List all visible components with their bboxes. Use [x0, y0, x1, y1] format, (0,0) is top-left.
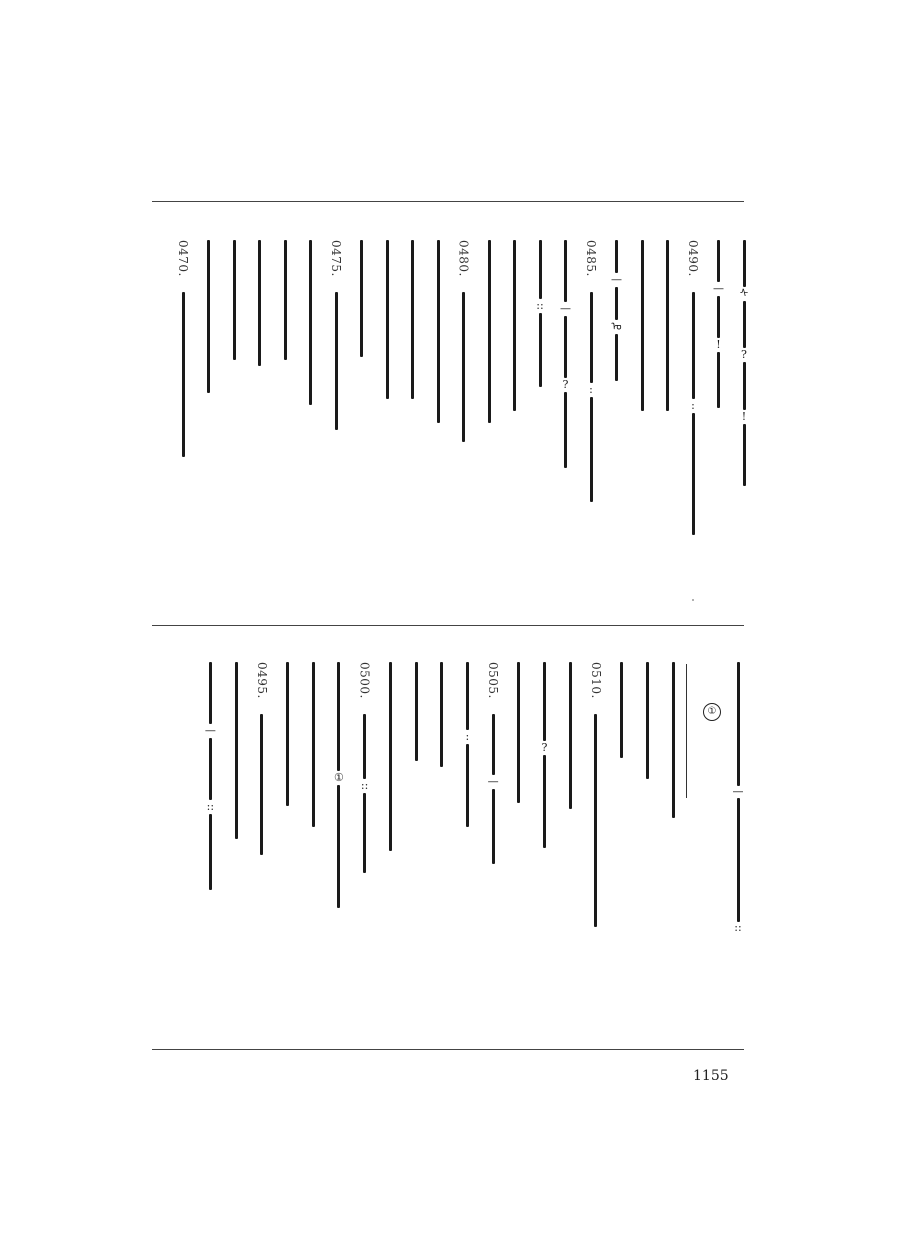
mongolian-script-line: [534, 240, 546, 387]
punctuation-mark: :: [465, 730, 470, 743]
script-stroke: [235, 662, 238, 839]
mongolian-script-line: [458, 292, 470, 442]
script-stroke: [692, 413, 695, 535]
script-stroke: [437, 240, 440, 423]
script-stroke: [284, 240, 287, 360]
script-stroke: [386, 240, 389, 399]
script-stroke: [517, 662, 520, 803]
mongolian-script-line: [564, 662, 576, 809]
script-stroke: [543, 755, 546, 848]
line-number: 0480.: [456, 240, 471, 277]
mongolian-script-line: [616, 662, 628, 758]
mongolian-script-line: [483, 240, 495, 423]
mongolian-script-line: [713, 240, 725, 408]
mongolian-script-line: [590, 714, 602, 927]
mongolian-script-line: [384, 662, 396, 851]
script-stroke: [389, 662, 392, 851]
script-stroke: [309, 240, 312, 405]
line-number: 0470.: [176, 240, 190, 277]
punctuation-mark: !: [716, 338, 721, 351]
line-number: 0475.: [329, 240, 343, 277]
script-stroke: [260, 714, 263, 855]
script-stroke: [492, 789, 495, 864]
punctuation-mark: ?: [541, 741, 548, 754]
script-stroke: [539, 313, 542, 387]
script-stroke: [743, 301, 746, 348]
script-stroke: [233, 240, 236, 360]
mongolian-script-line: [687, 292, 699, 535]
script-stroke: [466, 662, 469, 730]
script-stroke: [209, 738, 212, 800]
script-stroke: [337, 785, 340, 908]
script-stroke: [543, 662, 546, 741]
scan-speck: [692, 599, 694, 601]
mongolian-script-line: [611, 240, 623, 381]
punctuation-mark: ::: [206, 800, 215, 813]
mongolian-script-line: [254, 240, 266, 366]
top-rule: [152, 201, 744, 202]
script-stroke: [360, 240, 363, 357]
punctuation-mark: !: [741, 410, 747, 423]
mongolian-script-line: [230, 662, 242, 839]
punctuation-mark: ①: [333, 771, 344, 784]
punctuation-mark: —: [732, 785, 744, 798]
script-stroke: [462, 292, 465, 442]
script-stroke: [182, 292, 185, 457]
mongolian-script-line: [513, 662, 525, 803]
mongolian-script-line: [307, 662, 319, 827]
script-stroke: [312, 662, 315, 827]
script-stroke: [737, 798, 740, 922]
script-stroke: [743, 362, 746, 410]
punctuation-mark: —: [611, 273, 622, 286]
mongolian-script-line: [539, 662, 551, 848]
script-stroke: [513, 240, 516, 411]
script-stroke: [337, 662, 340, 771]
punctuation-mark: :: [691, 399, 695, 412]
script-stroke: [258, 240, 261, 366]
punctuation-mark: —: [560, 302, 571, 315]
line-number: 0495.: [254, 662, 269, 699]
punctuation-mark: —: [487, 775, 499, 788]
mongolian-script-line: [432, 240, 444, 423]
punctuation-mark: ᠣ: [611, 320, 622, 333]
script-stroke: [743, 424, 746, 486]
line-number: 0500.: [357, 662, 372, 699]
punctuation-mark: ?: [741, 348, 747, 361]
script-stroke: [737, 662, 740, 786]
mongolian-script-line: [662, 240, 674, 411]
punctuation-mark: —: [204, 724, 216, 737]
punctuation-mark: —: [713, 282, 724, 295]
punctuation-mark: ?: [562, 378, 569, 391]
mongolian-script-line: [738, 240, 750, 486]
script-stroke: [209, 662, 212, 724]
mongolian-script-line: [282, 662, 294, 806]
script-stroke: [620, 662, 623, 758]
mongolian-script-line: [333, 662, 345, 908]
mongolian-script-line: [509, 240, 521, 411]
mongolian-script-line: [585, 292, 597, 502]
script-stroke: [335, 292, 338, 430]
punctuation-mark: :: [589, 383, 593, 396]
mongolian-script-line: [407, 240, 419, 399]
script-stroke: [488, 240, 491, 423]
mongolian-script-line: [636, 240, 648, 411]
script-stroke: [492, 714, 495, 775]
line-number: 0505.: [486, 662, 501, 699]
script-stroke: [743, 240, 746, 287]
script-stroke: [615, 287, 618, 320]
script-stroke: [615, 240, 618, 273]
script-stroke: [717, 352, 720, 408]
script-stroke: [286, 662, 289, 806]
footnote-marker: ①: [703, 703, 721, 721]
mongolian-script-line: [177, 292, 189, 457]
mongolian-script-line: [305, 240, 317, 405]
script-stroke: [717, 240, 720, 282]
page-number: 1155: [693, 1068, 729, 1084]
punctuation-mark: ᠰ: [739, 287, 749, 300]
mongolian-script-line: [203, 240, 215, 393]
line-number: 0485.: [584, 240, 598, 277]
mongolian-script-line: [667, 662, 679, 818]
script-stroke: [539, 240, 542, 299]
script-stroke: [590, 397, 593, 502]
punctuation-mark: ::: [536, 299, 544, 312]
script-stroke: [641, 240, 644, 411]
middle-rule: [152, 625, 744, 626]
script-stroke: [209, 814, 212, 890]
mongolian-script-line: [204, 662, 216, 890]
mongolian-script-line: [228, 240, 240, 360]
mongolian-script-line: [461, 662, 473, 827]
punctuation-mark: ::: [360, 779, 369, 792]
line-number: 0510.: [588, 662, 603, 699]
mongolian-script-line: [487, 714, 499, 864]
mongolian-script-line: [356, 240, 368, 357]
mongolian-script-line: [256, 714, 268, 855]
footnote-rule: [686, 664, 687, 798]
mongolian-script-line: [381, 240, 393, 399]
script-stroke: [363, 714, 366, 779]
script-stroke: [564, 316, 567, 378]
script-stroke: [594, 714, 597, 927]
script-stroke: [569, 662, 572, 809]
script-stroke: [564, 392, 567, 468]
script-stroke: [646, 662, 649, 779]
mongolian-script-line: [641, 662, 653, 779]
mongolian-script-line: [560, 240, 572, 468]
mongolian-script-line: [436, 662, 448, 767]
line-number: 0490.: [686, 240, 700, 277]
script-stroke: [564, 240, 567, 302]
script-stroke: [692, 292, 695, 399]
script-stroke: [411, 240, 414, 399]
script-stroke: [363, 793, 366, 873]
script-stroke: [672, 662, 675, 818]
script-stroke: [590, 292, 593, 383]
mongolian-script-line: [732, 662, 744, 934]
script-stroke: [666, 240, 669, 411]
script-stroke: [717, 296, 720, 338]
script-stroke: [466, 744, 469, 827]
script-stroke: [440, 662, 443, 767]
mongolian-script-line: [359, 714, 371, 873]
mongolian-script-line: [279, 240, 291, 360]
script-stroke: [207, 240, 210, 393]
punctuation-mark: ::: [734, 921, 742, 934]
script-stroke: [415, 662, 418, 761]
mongolian-script-line: [330, 292, 342, 430]
script-stroke: [615, 334, 618, 381]
mongolian-script-line: [410, 662, 422, 761]
bottom-rule: [152, 1049, 744, 1050]
